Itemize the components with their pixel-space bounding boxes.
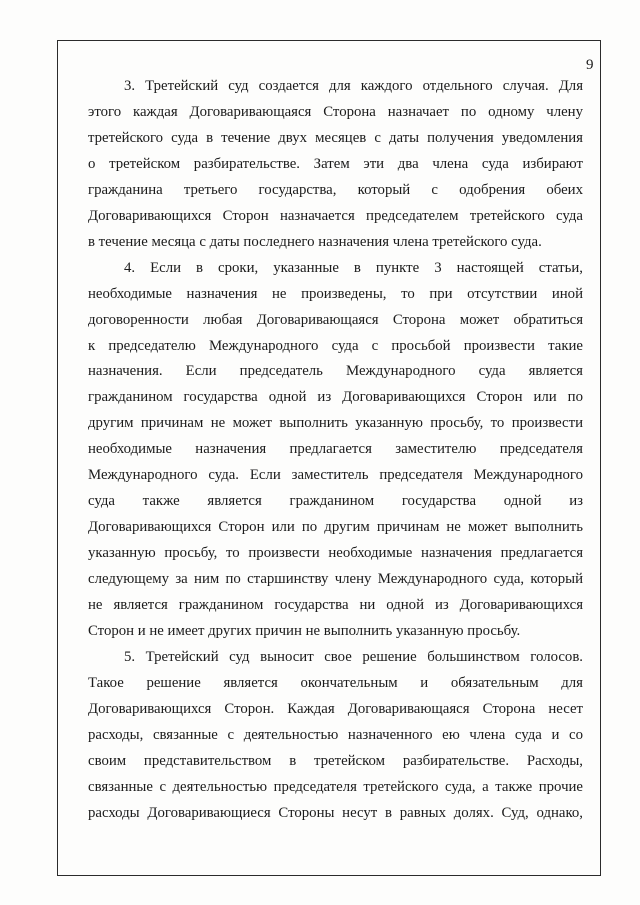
paragraph-4 xyxy=(88,256,583,645)
text-line: расходы, связанные с деятельностью назначенного ею члена суда и со xyxy=(88,726,583,743)
text-line: к председателю Международного суда с просьбой произвести такие xyxy=(88,337,583,354)
text-line: не является гражданином государства ни одной из Договаривающихся xyxy=(88,597,583,614)
text-line: своим представительством в третейском разбирательстве. Расходы, xyxy=(88,752,583,769)
text-line: другим причинам не может выполнить указанную просьбу, то произвести xyxy=(88,415,583,432)
text-line: следующему за ним по старшинству члену Международного суда, который xyxy=(88,571,583,588)
text-line: 4. Если в сроки, указанные в пункте 3 настоящей статьи, xyxy=(124,259,583,276)
text-line: 5. Третейский суд выносит свое решение большинством голосов. xyxy=(124,648,583,665)
text-line: связанные с деятельностью председателя третейского суда, а также прочие xyxy=(88,778,583,795)
paragraph-5 xyxy=(88,645,583,827)
text-line: гражданином государства одной из Договаривающихся Сторон или по xyxy=(88,389,583,406)
text-line: договоренности любая Договаривающаяся Сторона может обратиться xyxy=(88,311,583,328)
text-line: суда также является гражданином государства одной из xyxy=(88,493,583,510)
text-line: расходы Договаривающиеся Стороны несут в равных долях. Суд, однако, xyxy=(88,804,583,821)
text-line: третейского суда в течение двух месяцев с даты получения уведомления xyxy=(88,129,583,146)
text-line: необходимые назначения предлагается заместителю председателя xyxy=(88,441,583,458)
paragraph-3 xyxy=(88,74,583,256)
text-line: назначения. Если председатель Международного суда является xyxy=(88,363,583,380)
text-line: о третейском разбирательстве. Затем эти два члена суда избирают xyxy=(88,155,583,172)
page-number: 9 xyxy=(586,57,594,73)
text-line: необходимые назначения не произведены, то при отсутствии иной xyxy=(88,285,583,302)
text-line: Международного суда. Если заместитель председателя Международного xyxy=(88,467,583,484)
document-body xyxy=(88,74,583,827)
text-line: 3. Третейский суд создается для каждого отдельного случая. Для xyxy=(124,78,583,94)
text-line: Такое решение является окончательным и обязательным для xyxy=(88,674,583,691)
text-line: Договаривающихся Сторон назначается председателем третейского суда xyxy=(88,207,583,224)
text-line: этого каждая Договаривающаяся Сторона назначает по одному члену xyxy=(88,103,583,120)
text-line: Договаривающихся Сторон или по другим причинам не может выполнить xyxy=(88,519,583,536)
text-line: Сторон и не имеет других причин не выполнить указанную просьбу. xyxy=(88,623,521,640)
text-line: гражданина третьего государства, который с одобрения обеих xyxy=(88,181,583,198)
text-line: Договаривающихся Сторон. Каждая Договаривающаяся Сторона несет xyxy=(88,700,583,717)
text-line: в течение месяца с даты последнего назначения члена третейского суда. xyxy=(88,233,542,250)
text-line: указанную просьбу, то произвести необходимые назначения предлагается xyxy=(88,545,583,562)
